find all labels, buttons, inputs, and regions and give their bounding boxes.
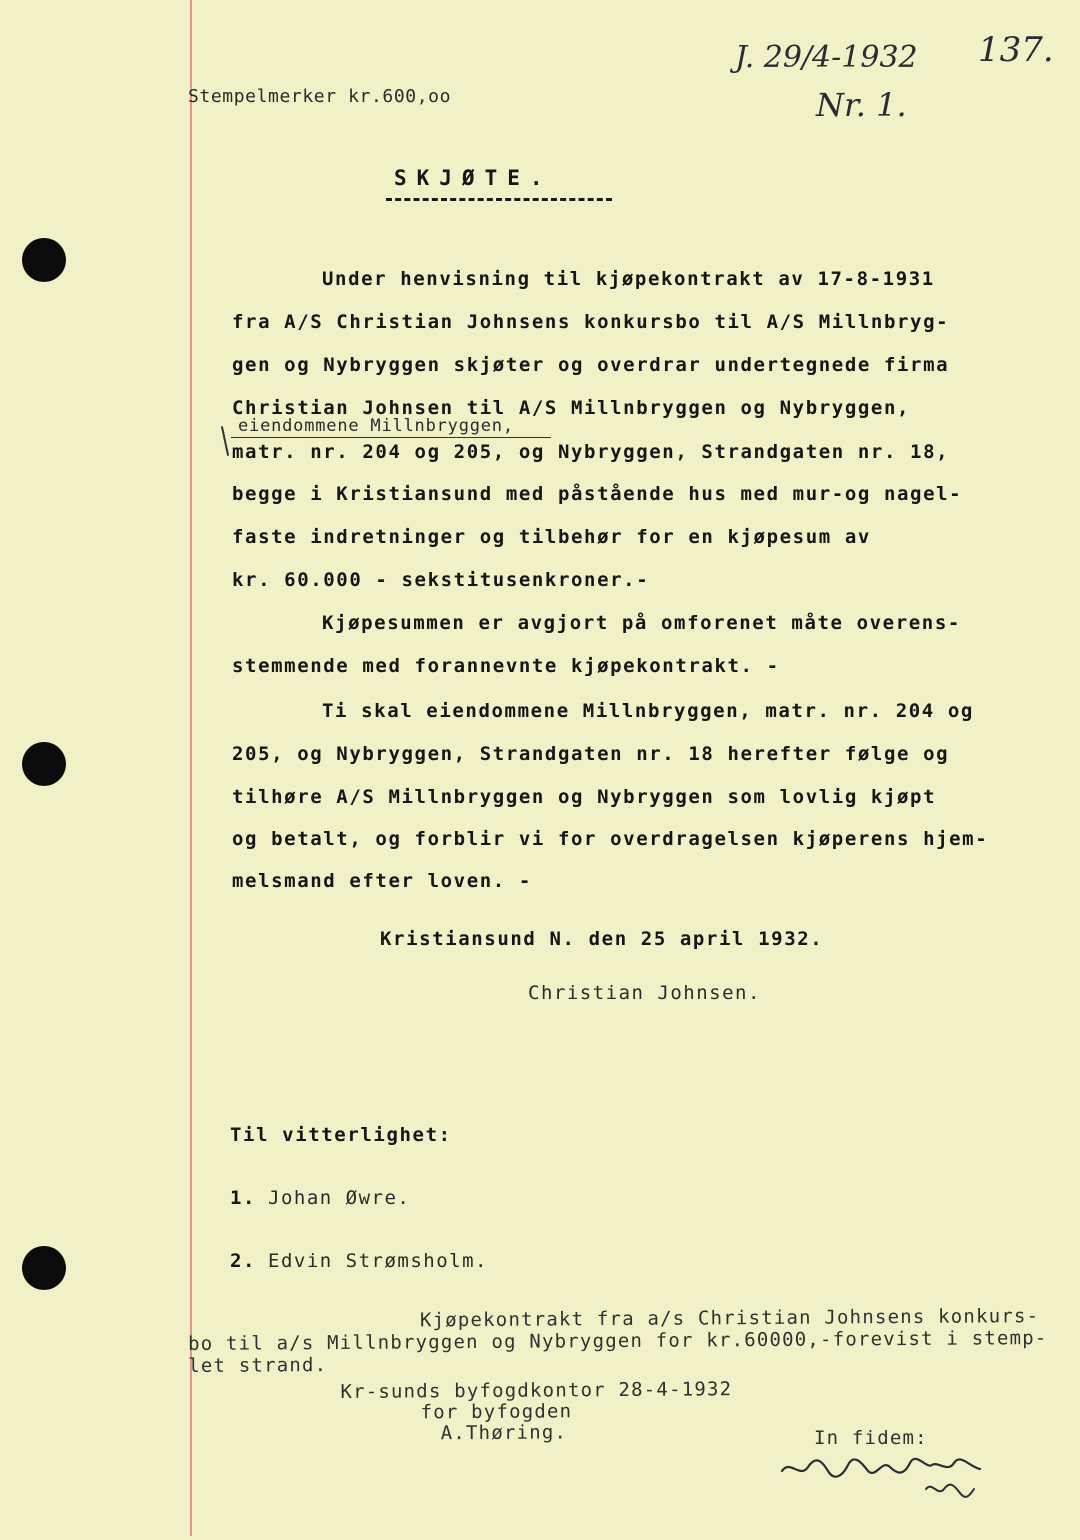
stamp-marks: Stempelmerker kr.600,oo [188,86,452,107]
body-line: gen og Nybryggen skjøter og overdrar undertegnede firma [232,354,950,376]
body-line: matr. nr. 204 og 205, og Nybryggen, Strandgaten nr. 18, [232,441,950,463]
registry-note-line: Kjøpekontrakt fra a/s Christian Johnsens konkurs- [419,1305,1040,1332]
body-line: kr. 60.000 - sekstitusenkroner.- [232,569,650,591]
witness-name: Edvin Strømsholm. [268,1250,488,1272]
witness-number: 2. [230,1250,257,1272]
body-line: Ti skal eiendommene Millnbryggen, matr. nr. 204 og [322,700,974,722]
place-date: Kristiansund N. den 25 april 1932. [380,928,824,950]
witness-number: 1. [230,1187,257,1209]
body-line: 205, og Nybryggen, Strandgaten nr. 18 herefter følge og [232,743,950,765]
body-line: faste indretninger og tilbehør for en kjøpesum av [232,526,871,548]
witness-heading: Til vitterlighet: [230,1124,452,1146]
body-line: begge i Kristiansund med påstående hus med mur-og nagel- [232,483,963,505]
body-line: Christian Johnsen til A/S Millnbryggen og Nybryggen, [232,397,911,419]
entry-number: Nr. 1. [816,86,907,124]
handwritten-date: J. 29/4-1932 [735,40,918,75]
body-line: tilhøre A/S Millnbryggen og Nybryggen som lovlig kjøpt [232,786,937,808]
body-line: Kjøpesummen er avgjort på omforenet måte overens- [322,612,961,634]
handwritten-signature [776,1449,986,1509]
registry-note-line: let strand. [188,1354,328,1378]
in-fidem-label: In fidem: [814,1427,928,1449]
registry-office: Kr-sunds byfogdkontor 28-4-1932 [340,1378,733,1403]
registry-for-whom: for byfogden [420,1400,573,1424]
body-line: og betalt, og forblir vi for overdragelsen kjøperens hjem- [232,828,989,850]
body-line: melsmand efter loven. - [232,870,532,892]
registry-official: A.Thøring. [440,1421,568,1445]
body-line: Under henvisning til kjøpekontrakt av 17-8-1931 [322,268,935,290]
inserted-text: eiendommene Millnbryggen, [238,416,514,436]
registry-note-line: bo til a/s Millnbryggen og Nybryggen for kr.60000,-forevist i stemp- [188,1327,1048,1356]
body-line: fra A/S Christian Johnsens konkursbo til A/S Millnbryg- [232,311,950,333]
signatory: Christian Johnsen. [528,982,761,1004]
document-title: SKJØTE. [394,166,553,190]
body-line: stemmende med forannevnte kjøpekontrakt. - [232,655,780,677]
witness-name: Johan Øwre. [268,1187,411,1209]
page-number: 137. [978,30,1054,70]
